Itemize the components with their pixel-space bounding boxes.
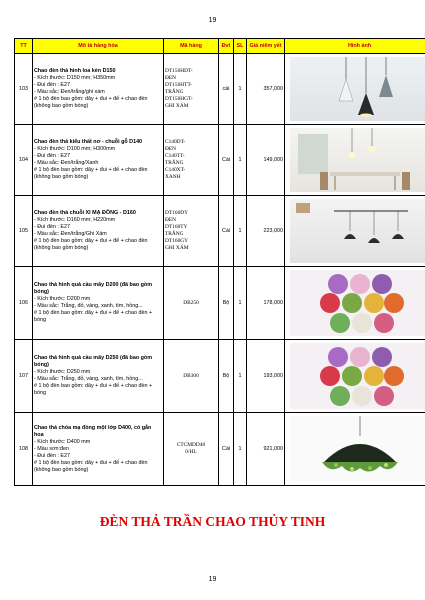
product-name: Chao đèn thả chuỗi XI MẠ ĐỒNG - D160: [34, 210, 136, 216]
product-table: [14, 38, 425, 486]
desc-line: - Kích thước: D200 mm: [34, 296, 91, 302]
desc-line: - Kích thước: D150 mm; H350mm: [34, 75, 116, 81]
row-code: [164, 196, 219, 267]
code-line: DT160TY: [165, 224, 188, 230]
code-line: ĐEN: [165, 75, 177, 81]
row-price: 223,000: [247, 196, 285, 267]
code-line: XANH: [165, 174, 181, 180]
row-description: [33, 413, 164, 486]
desc-line: # 1 bộ đèn bao gồm: dây + đui + đế + chao đèn + bóng: [34, 310, 153, 323]
table-header-row: [15, 39, 425, 54]
code-line: DT150HGT-: [165, 96, 193, 102]
page-number-top: 19: [208, 17, 217, 24]
desc-line: - Màu sắc: Đen/trắng/ghi xám: [34, 89, 105, 95]
code-line: DB300: [183, 372, 199, 379]
row-price: 193,000: [247, 340, 285, 413]
row-qty: 1: [234, 54, 247, 125]
code-line: DT150HTT-: [165, 82, 193, 88]
code-line: CTCMDD40: [176, 442, 206, 448]
desc-line: - Màu sắc: Đen/trắng/Xanh: [34, 160, 99, 166]
row-unit: Bộ: [219, 267, 234, 340]
row-image: [285, 267, 425, 340]
header-image: Hình ảnh: [285, 39, 425, 54]
copper-pendant-lamps-photo: [290, 199, 425, 263]
row-description: [33, 125, 164, 196]
dining-room-pendant-photo: [290, 128, 425, 192]
cone-pendant-lamps-photo: [290, 57, 425, 121]
row-unit: Cái: [219, 125, 234, 196]
row-qty: 1: [234, 267, 247, 340]
row-tt: 105: [15, 196, 33, 267]
desc-line: - Kích thước: D100 mm; H300mm: [34, 146, 116, 152]
row-code: [164, 54, 219, 125]
desc-line: - Màu sắc: Trắng, đỏ, vàng, xanh, tím, hồng...: [34, 303, 143, 309]
desc-line: - Kích thước: D250 mm: [34, 369, 91, 375]
row-code: [164, 125, 219, 196]
code-line: DB250: [183, 299, 199, 306]
row-description: [33, 267, 164, 340]
row-qty: 1: [234, 413, 247, 486]
desc-line: # 1 bộ đèn bao gồm: dây + đui + đế + chao đèn (không bao gồm bóng): [34, 167, 148, 180]
desc-line: - Kích thước: D160 mm; H220mm: [34, 217, 116, 223]
desc-line: - Đui đèn : E27: [34, 153, 70, 159]
desc-line: - Màu sắc: Đen/trắng/Ghi Xám: [34, 231, 107, 237]
row-description: [33, 54, 164, 125]
code-line: GHI XÁM: [165, 103, 189, 109]
row-price: 178,000: [247, 267, 285, 340]
desc-line: # 1 bộ đèn bao gồm: dây + đui + đế + chao đèn (không bao gồm bóng): [34, 96, 148, 109]
code-line: C140DT-: [165, 139, 186, 145]
row-image: [285, 413, 425, 486]
section-title: ĐÈN THẢ TRẦN CHAO THỦY TINH: [99, 514, 326, 529]
desc-line: - Màu sơn:đen: [34, 445, 69, 452]
flower-pendant-lamp-photo: [290, 416, 425, 482]
table-row: [15, 54, 425, 125]
table-row: [15, 267, 425, 340]
row-tt: 106: [15, 267, 33, 340]
row-image: [285, 340, 425, 413]
code-line: TRẮNG: [165, 89, 184, 95]
header-desc: Mô tả hàng hóa: [33, 39, 164, 54]
row-unit: Bộ: [219, 340, 234, 413]
header-tt: TT: [15, 39, 33, 54]
row-code: [164, 340, 219, 413]
rattan-ball-lamps-photo: [290, 270, 425, 336]
row-price: 149,000: [247, 125, 285, 196]
row-qty: 1: [234, 125, 247, 196]
row-image: [285, 196, 425, 267]
row-unit: Cái: [219, 413, 234, 486]
code-line: C140XT-: [165, 167, 186, 173]
row-tt: 108: [15, 413, 33, 486]
code-line: DT150HDT-: [165, 68, 193, 74]
header-price: Giá niêm yết: [247, 39, 285, 54]
row-description: [33, 340, 164, 413]
desc-line: # 1 bộ đèn bao gồm: dây + đui + đế + chao đèn (không bao gồm bóng): [34, 459, 148, 473]
desc-line: - Đui đèn : E27: [34, 82, 70, 88]
row-tt: 103: [15, 54, 33, 125]
desc-line: - Màu sắc: Trắng, đỏ, vàng, xanh, tím, hồng...: [34, 376, 143, 382]
header-unit: Đvt: [219, 39, 234, 54]
row-image: [285, 125, 425, 196]
row-unit: Cái: [219, 196, 234, 267]
product-name: Chao đèn thả hình loa kèn D150: [34, 68, 116, 74]
desc-line: - Đui đèn : E27: [34, 224, 70, 230]
table-row: [15, 125, 425, 196]
row-code: [164, 267, 219, 340]
page-number-bottom: 19: [208, 576, 217, 583]
table-row: [15, 340, 425, 413]
code-line: ĐEN: [165, 146, 177, 152]
row-qty: 1: [234, 196, 247, 267]
row-description: [33, 196, 164, 267]
desc-line: - Kích thước: D400 mm: [34, 438, 91, 445]
row-qty: 1: [234, 340, 247, 413]
row-tt: 104: [15, 125, 33, 196]
desc-line: - Đui đèn : E27: [34, 452, 70, 459]
code-line: GHI XÁM: [165, 245, 189, 251]
row-image: [285, 54, 425, 125]
code-line: ĐEN: [165, 217, 177, 223]
code-line: 0/HL: [185, 449, 197, 455]
table-row: [15, 196, 425, 267]
product-name: Chao thả hình quả cầu mây D250 (đã bao gồm bóng): [34, 355, 153, 368]
header-qty: SL: [234, 39, 247, 54]
rattan-ball-lamps-photo: [290, 343, 425, 409]
desc-line: # 1 bộ đèn bao gồm: dây + đui + đế + chao đèn (không bao gồm bóng): [34, 238, 148, 251]
product-name: Chao đèn thả kiểu thất nơ - chuỗi gỗ D140: [34, 139, 143, 145]
code-line: C140TT-: [165, 153, 185, 159]
row-unit: cái: [219, 54, 234, 125]
product-name: Chao thả hình quả cầu mây D200 (đã bao gồm bóng): [34, 282, 153, 295]
desc-line: # 1 bộ đèn bao gồm: dây + đui + đế + chao đèn + bóng: [34, 383, 153, 396]
code-line: TRẮNG: [165, 160, 184, 166]
code-line: DT160GY: [165, 238, 189, 244]
row-price: 357,000: [247, 54, 285, 125]
code-line: TRẮNG: [165, 231, 184, 237]
product-name: Chao thả chóa mạ đồng một lớp D400, có gắn hoa: [34, 424, 152, 438]
row-price: 921,000: [247, 413, 285, 486]
code-line: DT160DY: [165, 210, 189, 216]
row-code: [164, 413, 219, 486]
table-row: [15, 413, 425, 486]
header-code: Mã hàng: [164, 39, 219, 54]
row-tt: 107: [15, 340, 33, 413]
